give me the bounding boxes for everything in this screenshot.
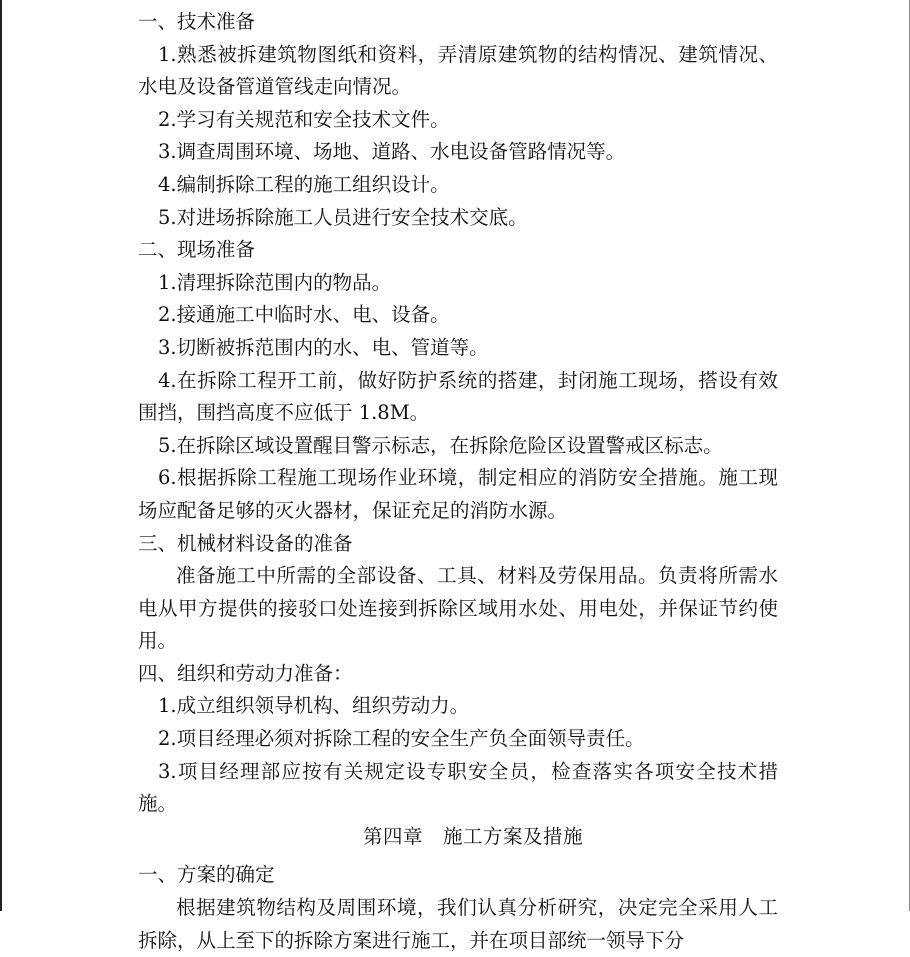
list-item: 4.在拆除工程开工前，做好防护系统的搭建，封闭施工现场，搭设有效围挡，围挡高度不应低于 1.8M。 xyxy=(138,368,778,425)
list-item: 4.编制拆除工程的施工组织设计。 xyxy=(158,172,450,196)
list-item: 5.在拆除区域设置醒目警示标志，在拆除危险区设置警戒区标志。 xyxy=(158,433,723,457)
list-item: 3.调查周围环境、场地、道路、水电设备管路情况等。 xyxy=(158,140,626,164)
list-item: 1.清理拆除范围内的物品。 xyxy=(158,270,392,294)
section-heading-labor-preparation: 四、组织和劳动力准备： xyxy=(138,661,353,685)
section-heading-technical-preparation: 一、技术准备 xyxy=(138,10,256,33)
list-item: 2.接通施工中临时水、电、设备。 xyxy=(158,303,450,327)
list-item: 3.切断被拆范围内的水、电、管道等。 xyxy=(158,335,489,359)
paragraph: 准备施工中所需的全部设备、工具、材料及劳保用品。负责将所需水电从甲方提供的接驳口处连接到拆除区域用水处、用电处，并保证节约使用。 xyxy=(138,564,778,653)
list-item: 1.成立组织领导机构、组织劳动力。 xyxy=(158,694,470,718)
section-heading-plan-determination: 一、方案的确定 xyxy=(138,863,275,887)
list-item: 5.对进场拆除施工人员进行安全技术交底。 xyxy=(158,205,528,229)
paragraph: 根据建筑物结构及周围环境，我们认真分析研究，决定完全采用人工拆除，从上至下的拆除方案进行施工，并在项目部统一领导下分 xyxy=(138,896,778,952)
list-item: 2.学习有关规范和安全技术文件。 xyxy=(158,107,450,131)
list-item: 2.项目经理必须对拆除工程的安全生产负全面领导责任。 xyxy=(158,727,645,751)
section-heading-equipment-preparation: 三、机械材料设备的准备 xyxy=(138,531,353,555)
list-item: 1.熟悉被拆建筑物图纸和资料，弄清原建筑物的结构情况、建筑情况、水电及设备管道管线走向情况。 xyxy=(138,42,778,99)
page-left-border xyxy=(0,0,2,911)
list-item: 3.项目经理部应按有关规定设专职安全员，检查落实各项安全技术措施。 xyxy=(138,759,778,816)
section-heading-site-preparation: 二、现场准备 xyxy=(138,238,256,262)
chapter-title: 第四章 施工方案及措施 xyxy=(362,824,583,848)
document-page xyxy=(138,6,778,957)
list-item: 6.根据拆除工程施工现场作业环境，制定相应的消防安全措施。施工现场应配备足够的灭火器材，保证充足的消防水源。 xyxy=(138,466,778,522)
